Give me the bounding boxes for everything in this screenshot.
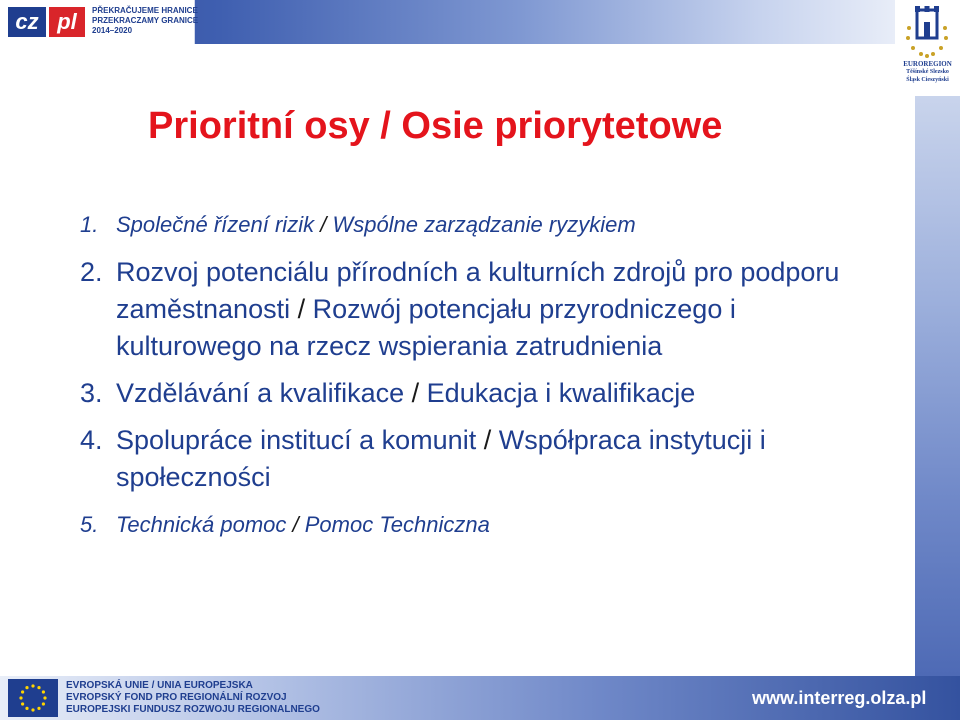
program-logo: [0, 0, 199, 44]
item-text-cz: Společné řízení rizik: [116, 212, 315, 237]
eu-funding-text: [66, 680, 320, 716]
item-number: 3.: [80, 378, 103, 408]
item-number: 2.: [80, 257, 103, 287]
logo-pl-mark: pl: [49, 7, 85, 37]
list-item: [80, 422, 880, 496]
website-link[interactable]: www.interreg.olza.pl: [752, 688, 927, 708]
euroregion-name-cz: Těšínské Slezsko: [906, 69, 949, 75]
logo-tagline: [92, 6, 199, 36]
logo-tagline-years: 2014–2020: [92, 26, 133, 35]
eu-union-label: EVROPSKÁ UNIE / UNIA EUROPEJSKA: [66, 680, 253, 691]
eu-fund-cz-label: EVROPSKÝ FOND PRO REGIONÁLNÍ ROZVOJ: [66, 692, 287, 703]
item-number: 4.: [80, 425, 103, 455]
item-text-cz: Vzdělávání a kvalifikace: [116, 378, 405, 408]
slide-title: Prioritní osy / Osie priorytetowe: [148, 105, 723, 147]
priority-axes-list: [80, 210, 880, 540]
item-text-cz: Technická pomoc: [116, 512, 287, 537]
eu-fund-pl-label: EUROPEJSKI FUNDUSZ ROZWOJU REGIONALNEGO: [66, 704, 320, 715]
logo-tagline-pl: PRZEKRACZAMY GRANICE: [92, 16, 199, 25]
footer-band: [0, 676, 960, 720]
item-text-cz: Rozvoj potenciálu přírodních a kulturních zdrojů pro podporu zaměstnanosti: [116, 257, 840, 324]
euroregion-label: [895, 60, 960, 84]
item-text-pl: Wspólne zarządzanie ryzykiem: [332, 212, 636, 237]
item-number: 1.: [80, 212, 99, 237]
item-text-pl: Edukacja i kwalifikacje: [426, 378, 696, 408]
euroregion-name-pl: Śląsk Cieszyński: [906, 77, 949, 83]
logo-tagline-cz: PŘEKRAČUJEME HRANICE: [92, 6, 198, 15]
top-banner: [0, 0, 895, 44]
logo-cz-mark: cz: [8, 7, 46, 37]
right-decor-strip: [915, 96, 960, 676]
item-number: 5.: [80, 512, 99, 537]
list-item: [80, 210, 880, 240]
item-separator: /: [314, 212, 333, 237]
item-text-pl: Współpraca instytucji i społeczności: [116, 425, 766, 492]
eu-flag-icon: [8, 679, 58, 717]
item-separator: /: [290, 294, 313, 324]
item-text-cz: Spolupráce institucí a komunit: [116, 425, 477, 455]
list-item: [80, 254, 880, 365]
item-text-pl: Pomoc Techniczna: [304, 512, 490, 537]
item-text-pl: Rozwój potencjału przyrodniczego i kulturowego na rzecz wspierania zatrudnienia: [116, 294, 736, 361]
item-separator: /: [476, 425, 499, 455]
euroregion-name: EUROREGION: [903, 60, 952, 68]
castle-tower-icon: [903, 4, 951, 60]
list-item: [80, 375, 880, 412]
item-separator: /: [286, 512, 305, 537]
item-separator: /: [404, 378, 427, 408]
list-item: [80, 510, 880, 540]
euroregion-logo: [895, 0, 960, 96]
